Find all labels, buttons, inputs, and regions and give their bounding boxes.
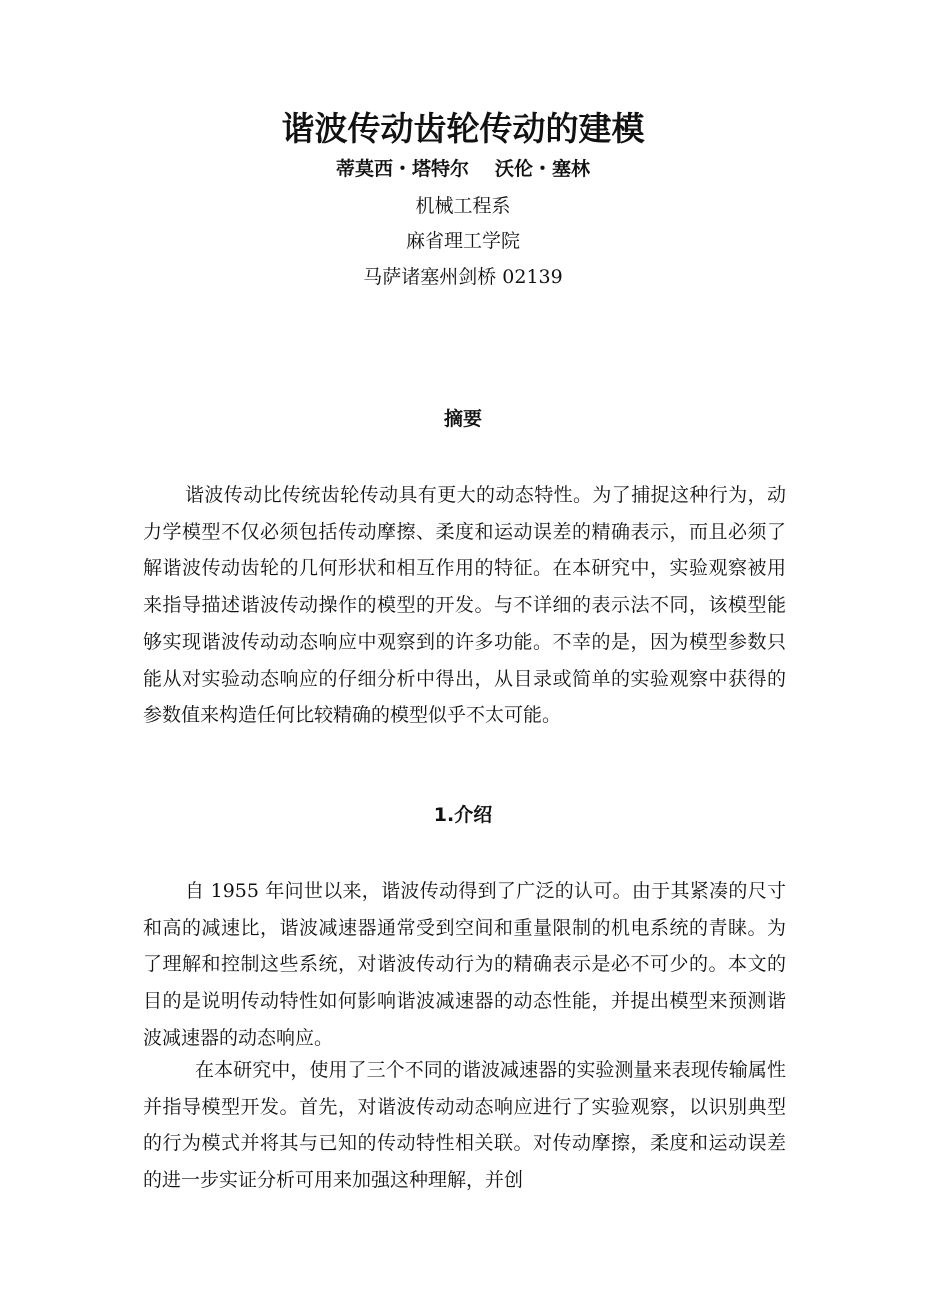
abstract-heading: 摘要 <box>443 408 482 430</box>
author-line <box>0 154 926 184</box>
abstract-text: 谐波传动比传统齿轮传动具有更大的动态特性。为了捕捉这种行为，动力学模型不仅必须包括传动摩擦、柔度和运动误差的精确表示，而且必须了解谐波传动齿轮的几何形状和相互作用的特征。在本研究中，实验观察被用来指导描述谐波传动操作的模型的开发。与不详细的表示法不同，该模型能够实现谐波传动动态响应中观察到的许多功能。不幸的是，因为模型参数只能从对实验动态响应的仔细分析中得出，从目录或简单的实验观察中获得的参数值来构造任何比较精确的模型似乎不太可能。 <box>143 484 786 727</box>
section-heading-introduction: 1.介绍 <box>433 804 493 826</box>
affiliation-department: 机械工程系 <box>415 195 511 217</box>
body-paragraph: 在本研究中，使用了三个不同的谐波减速器的实验测量来表现传输属性并指导模型开发。首先，对谐波传动动态响应进行了实验观察，以识别典型的行为模式并将其与已知的传动特性相关联。对传动摩擦，柔度和运动误差的进一步实证分析可用来加强这种理解，并创 <box>143 1059 786 1192</box>
paper-title: 谐波传动齿轮传动的建模 <box>281 109 645 148</box>
affiliation-address: 马萨诸塞州剑桥 02139 <box>363 266 563 288</box>
author-name: 沃伦・塞林 <box>495 158 591 180</box>
body-paragraph: 自 1955 年问世以来，谐波传动得到了广泛的认可。由于其紧凑的尺寸和高的减速比，谐波减速器通常受到空间和重量限制的机电系统的青睐。为了理解和控制这些系统，对谐波传动行为的精确表示是必不可少的。本文的目的是说明传动特性如何影响谐波减速器的动态性能，并提出模型来预测谐波减速器的动态响应。 <box>143 880 786 1049</box>
author-name: 蒂莫西・塔特尔 <box>335 158 469 180</box>
affiliation-institution: 麻省理工学院 <box>405 230 520 252</box>
